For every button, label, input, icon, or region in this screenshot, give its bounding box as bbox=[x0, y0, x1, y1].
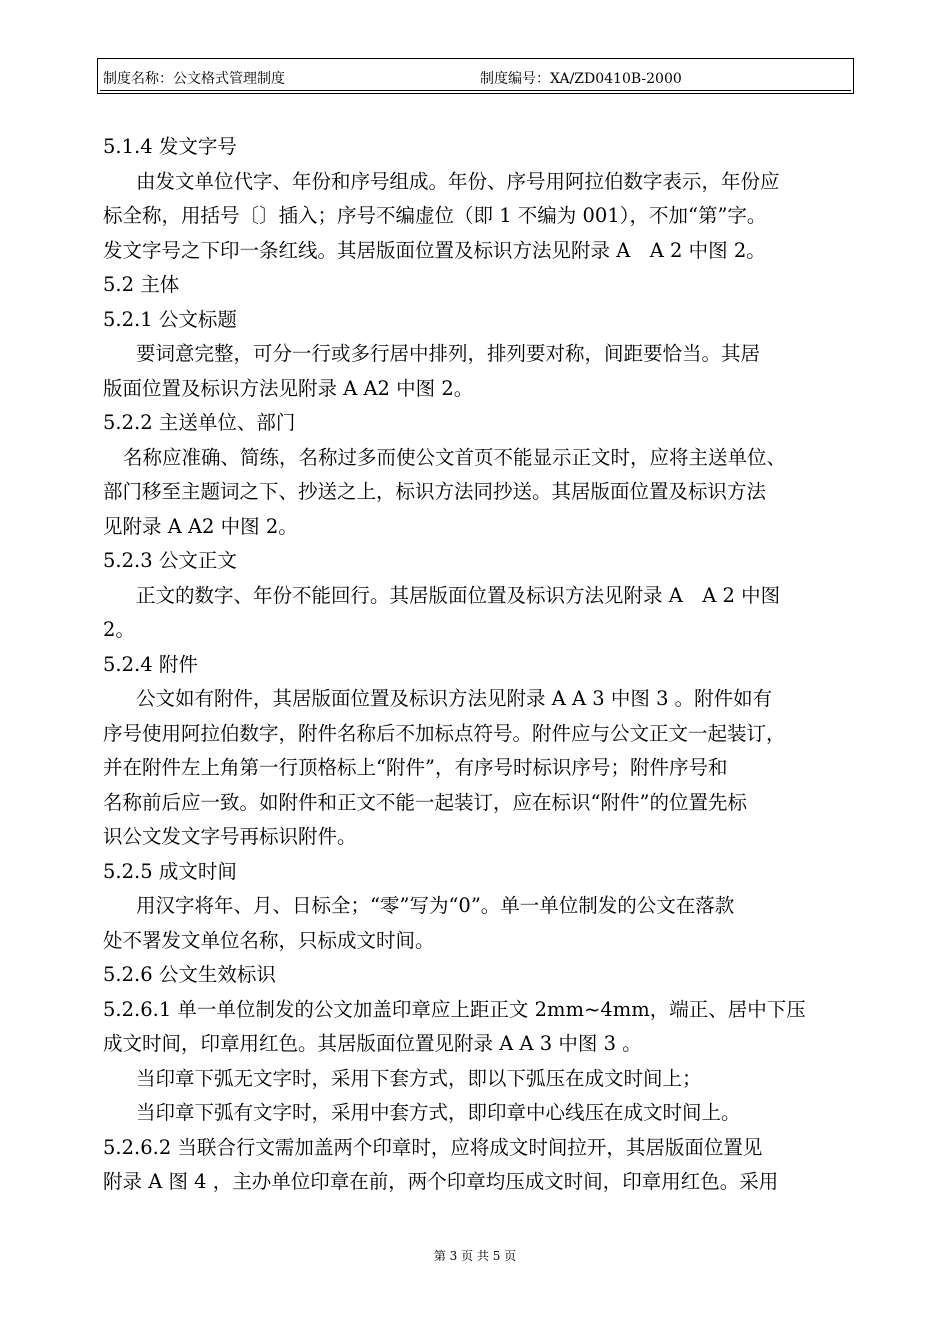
text-line: 名称应准确、简练，名称过多而使公文首页不能显示正文时，应将主送单位、 bbox=[123, 445, 787, 469]
text-line: 附录 A 图 4 ，主办单位印章在前，两个印章均压成文时间，印章用红色。采用 bbox=[103, 1170, 779, 1193]
text-line: 并在附件左上角第一行顶格标上“附件”，有序号时标识序号；附件序号和 bbox=[103, 756, 728, 779]
document-header bbox=[97, 58, 854, 94]
section-heading: 5.2.6 公文生效标识 bbox=[103, 963, 276, 986]
text-line: 识公文发文字号再标识附件。 bbox=[103, 825, 357, 848]
text-line: 发文字号之下印一条红线。其居版面位置及标识方法见附录 A A 2 中图 2。 bbox=[103, 238, 766, 262]
text-line: 5.2.6.1 单一单位制发的公文加盖印章应上距正文 2mm~4mm，端正、居中下压 bbox=[103, 997, 806, 1021]
section-heading: 5.1.4 发文字号 bbox=[103, 135, 237, 158]
text-line: 要词意完整，可分一行或多行居中排列，排列要对称，间距要恰当。其居 bbox=[136, 342, 761, 365]
text-line: 名称前后应一致。如附件和正文不能一起装订，应在标识“附件”的位置先标 bbox=[103, 790, 747, 814]
text-line: 标全称，用括号〔〕插入；序号不编虚位（即 1 不编为 001），不加“第”字。 bbox=[103, 204, 767, 227]
section-heading: 5.2.4 附件 bbox=[103, 652, 198, 676]
text-line: 序号使用阿拉伯数字，附件名称后不加标点符号。附件应与公文正文一起装订， bbox=[103, 721, 786, 745]
text-line: 正文的数字、年份不能回行。其居版面位置及标识方法见附录 A A 2 中图 bbox=[136, 583, 781, 607]
header-policy-number: 制度编号：XA/ZD0410B-2000 bbox=[480, 71, 682, 87]
section-heading: 5.2.5 成文时间 bbox=[103, 859, 237, 883]
text-line: 2。 bbox=[103, 618, 135, 641]
text-line: 部门移至主题词之下、抄送之上，标识方法同抄送。其居版面位置及标识方法 bbox=[103, 480, 767, 503]
text-line: 版面位置及标识方法见附录 A A2 中图 2。 bbox=[103, 376, 474, 400]
text-line: 当印章下弧有文字时，采用中套方式，即印章中心线压在成文时间上。 bbox=[136, 1101, 741, 1124]
document-body bbox=[103, 130, 853, 1200]
text-line: 处不署发文单位名称，只标成文时间。 bbox=[103, 928, 435, 952]
section-heading: 5.2.3 公文正文 bbox=[103, 549, 237, 572]
text-line: 公文如有附件，其居版面位置及标识方法见附录 A A 3 中图 3 。附件如有 bbox=[136, 687, 773, 710]
section-heading: 5.2.2 主送单位、部门 bbox=[103, 411, 296, 434]
header-policy-name: 制度名称：公文格式管理制度 bbox=[103, 71, 285, 87]
page-number: 第 3 页 共 5 页 bbox=[433, 1249, 517, 1263]
text-line: 5.2.6.2 当联合行文需加盖两个印章时，应将成文时间拉开，其居版面位置见 bbox=[103, 1135, 763, 1159]
text-line: 由发文单位代字、年份和序号组成。年份、序号用阿拉伯数字表示，年份应 bbox=[136, 169, 780, 193]
section-heading: 5.2 主体 bbox=[103, 273, 180, 296]
text-line: 用汉字将年、月、日标全；“零”写为“0”。单一单位制发的公文在落款 bbox=[136, 894, 735, 917]
text-line: 见附录 A A2 中图 2。 bbox=[103, 514, 298, 538]
text-line: 成文时间，印章用红色。其居版面位置见附录 A A 3 中图 3 。 bbox=[103, 1032, 642, 1055]
section-heading: 5.2.1 公文标题 bbox=[103, 307, 237, 331]
text-line: 当印章下弧无文字时，采用下套方式，即以下弧压在成文时间上； bbox=[136, 1066, 702, 1090]
